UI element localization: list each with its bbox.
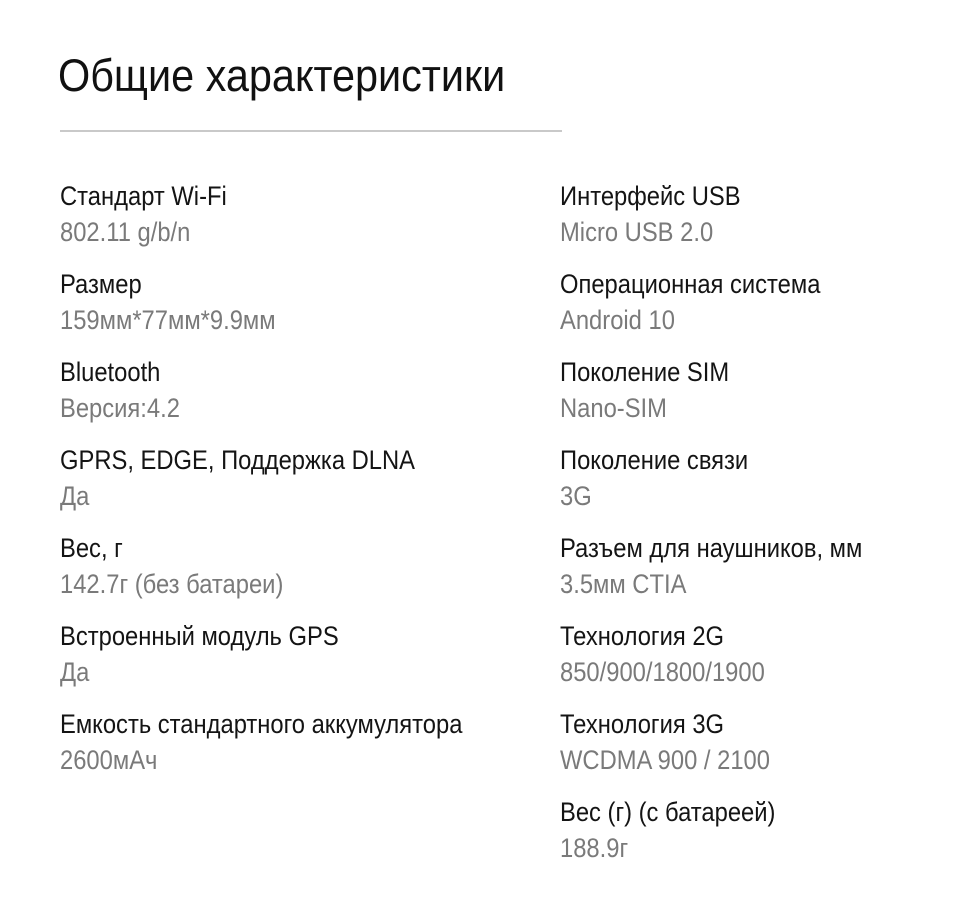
spec-size [60, 266, 517, 354]
spec-headphone-jack [560, 530, 904, 618]
spec-label: Интерфейс USB [560, 181, 741, 211]
spec-value: WCDMA 900 / 2100 [560, 745, 770, 775]
specs-left-column [60, 178, 517, 794]
spec-label: Разъем для наушников, мм [560, 533, 863, 563]
spec-value: Версия:4.2 [60, 393, 180, 423]
spec-label: Поколение SIM [560, 357, 730, 387]
spec-value: Android 10 [560, 305, 675, 335]
page-title: Общие характеристики [58, 50, 506, 101]
spec-battery-capacity [60, 706, 517, 794]
spec-bluetooth [60, 354, 517, 442]
spec-value: Да [60, 657, 90, 687]
spec-label: GPRS, EDGE, Поддержка DLNA [60, 445, 416, 475]
spec-label: Bluetooth [60, 357, 161, 387]
spec-label: Поколение связи [560, 445, 749, 475]
specs-right-column [560, 178, 904, 882]
spec-value: Да [60, 481, 90, 511]
spec-label: Вес (г) (с батареей) [560, 797, 776, 827]
spec-value: 2600мАч [60, 745, 158, 775]
spec-usb-interface [560, 178, 904, 266]
spec-value: 142.7г (без батареи) [60, 569, 284, 599]
spec-value: 802.11 g/b/n [60, 217, 191, 247]
spec-wifi-standard [60, 178, 517, 266]
spec-sim-generation [560, 354, 904, 442]
spec-operating-system [560, 266, 904, 354]
spec-weight [60, 530, 517, 618]
spec-label: Технология 2G [560, 621, 725, 651]
spec-value: Nano-SIM [560, 393, 667, 423]
title-divider [60, 130, 562, 132]
spec-label: Встроенный модуль GPS [60, 621, 339, 651]
spec-network-generation [560, 442, 904, 530]
spec-value: 188.9г [560, 833, 629, 863]
spec-value: 3.5мм CTIA [560, 569, 687, 599]
spec-weight-with-battery [560, 794, 904, 882]
spec-value: 159мм*77мм*9.9мм [60, 305, 276, 335]
spec-3g-technology [560, 706, 904, 794]
spec-value: Micro USB 2.0 [560, 217, 714, 247]
spec-gps-module [60, 618, 517, 706]
spec-label: Емкость стандартного аккумулятора [60, 709, 463, 739]
spec-gprs-edge-dlna [60, 442, 517, 530]
spec-2g-technology [560, 618, 904, 706]
spec-label: Вес, г [60, 533, 123, 563]
spec-value: 850/900/1800/1900 [560, 657, 765, 687]
spec-value: 3G [560, 481, 592, 511]
spec-label: Технология 3G [560, 709, 725, 739]
spec-label: Размер [60, 269, 142, 299]
spec-label: Операционная система [560, 269, 821, 299]
spec-label: Стандарт Wi-Fi [60, 181, 227, 211]
